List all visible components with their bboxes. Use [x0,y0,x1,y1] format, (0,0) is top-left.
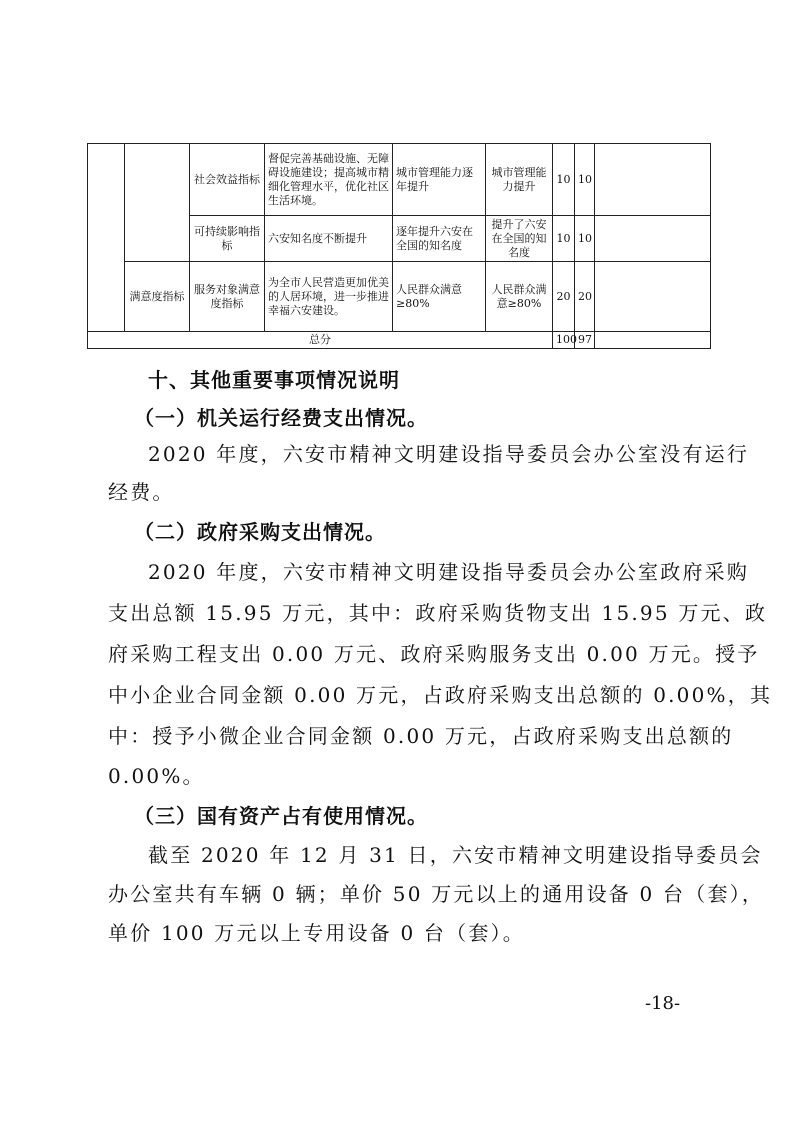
indicator-weight: 10 [553,144,575,216]
table-row [88,144,711,216]
table-total-row [88,332,711,349]
indicator-note [595,144,711,216]
indicator-target: 为全市人民营造更加优美的人居环境，进一步推进幸福六安建设。 [265,262,393,332]
total-score: 100 [553,332,575,349]
table-row [88,262,711,332]
indicator-name: 服务对象满意度指标 [190,262,265,332]
indicator-score: 10 [575,216,595,262]
paragraph-line: 中：授予小微企业合同金额 0.00 万元，占政府采购支出总额的 [108,724,734,748]
indicator-target: 督促完善基础设施、无障碍设施建设；提高城市精细化管理水平，优化社区生活环境。 [265,144,393,216]
indicator-target: 六安知名度不断提升 [265,216,393,262]
table-cell-blank [88,144,125,332]
paragraph-line: 办公室共有车辆 0 辆；单价 50 万元以上的通用设备 0 台（套）， [108,882,765,906]
indicator-goal: 逐年提升六安在全国的知名度 [393,216,486,262]
indicator-category: 满意度指标 [125,262,190,332]
indicator-note [595,262,711,332]
paragraph-line: 2020 年度，六安市精神文明建设指导委员会办公室没有运行 [148,442,750,466]
indicator-name: 可持续影响指标 [190,216,265,262]
paragraph-line: 中小企业合同金额 0.00 万元，占政府采购支出总额的 0.00%，其 [108,683,773,707]
subsection-heading: （一）机关运行经费支出情况。 [134,406,428,430]
paragraph-line: 府采购工程支出 0.00 万元、政府采购服务支出 0.00 万元。授予 [108,642,760,666]
page-number: -18- [645,993,681,1014]
performance-table [87,143,711,349]
indicator-goal: 城市管理能力逐年提升 [393,144,486,216]
indicator-actual: 提升了六安在全国的知名度 [486,216,553,262]
paragraph-line: 经费。 [108,480,175,504]
indicator-weight: 20 [553,262,575,332]
total-note [595,332,711,349]
indicator-weight: 10 [553,216,575,262]
indicator-score: 10 [575,144,595,216]
paragraph-line: 支出总额 15.95 万元，其中：政府采购货物支出 15.95 万元、政 [108,601,768,625]
section-heading: 十、其他重要事项情况说明 [148,368,400,392]
paragraph-line: 单价 100 万元以上专用设备 0 台（套）。 [108,921,525,945]
subsection-heading: （三）国有资产占有使用情况。 [134,804,428,828]
indicator-actual: 城市管理能力提升 [486,144,553,216]
subsection-heading: （二）政府采购支出情况。 [134,520,386,544]
indicator-actual: 人民群众满意≥80% [486,262,553,332]
indicator-score: 20 [575,262,595,332]
indicator-name: 社会效益指标 [190,144,265,216]
paragraph-line: 0.00%。 [108,764,205,788]
total-label: 总分 [88,332,553,349]
paragraph-line: 2020 年度，六安市精神文明建设指导委员会办公室政府采购 [148,560,750,584]
table-cell-blank [125,144,190,262]
indicator-note [595,216,711,262]
paragraph-line: 截至 2020 年 12 月 31 日，六安市精神文明建设指导委员会 [148,843,763,867]
total-actual: 97 [575,332,595,349]
indicator-goal: 人民群众满意≥80% [393,262,486,332]
